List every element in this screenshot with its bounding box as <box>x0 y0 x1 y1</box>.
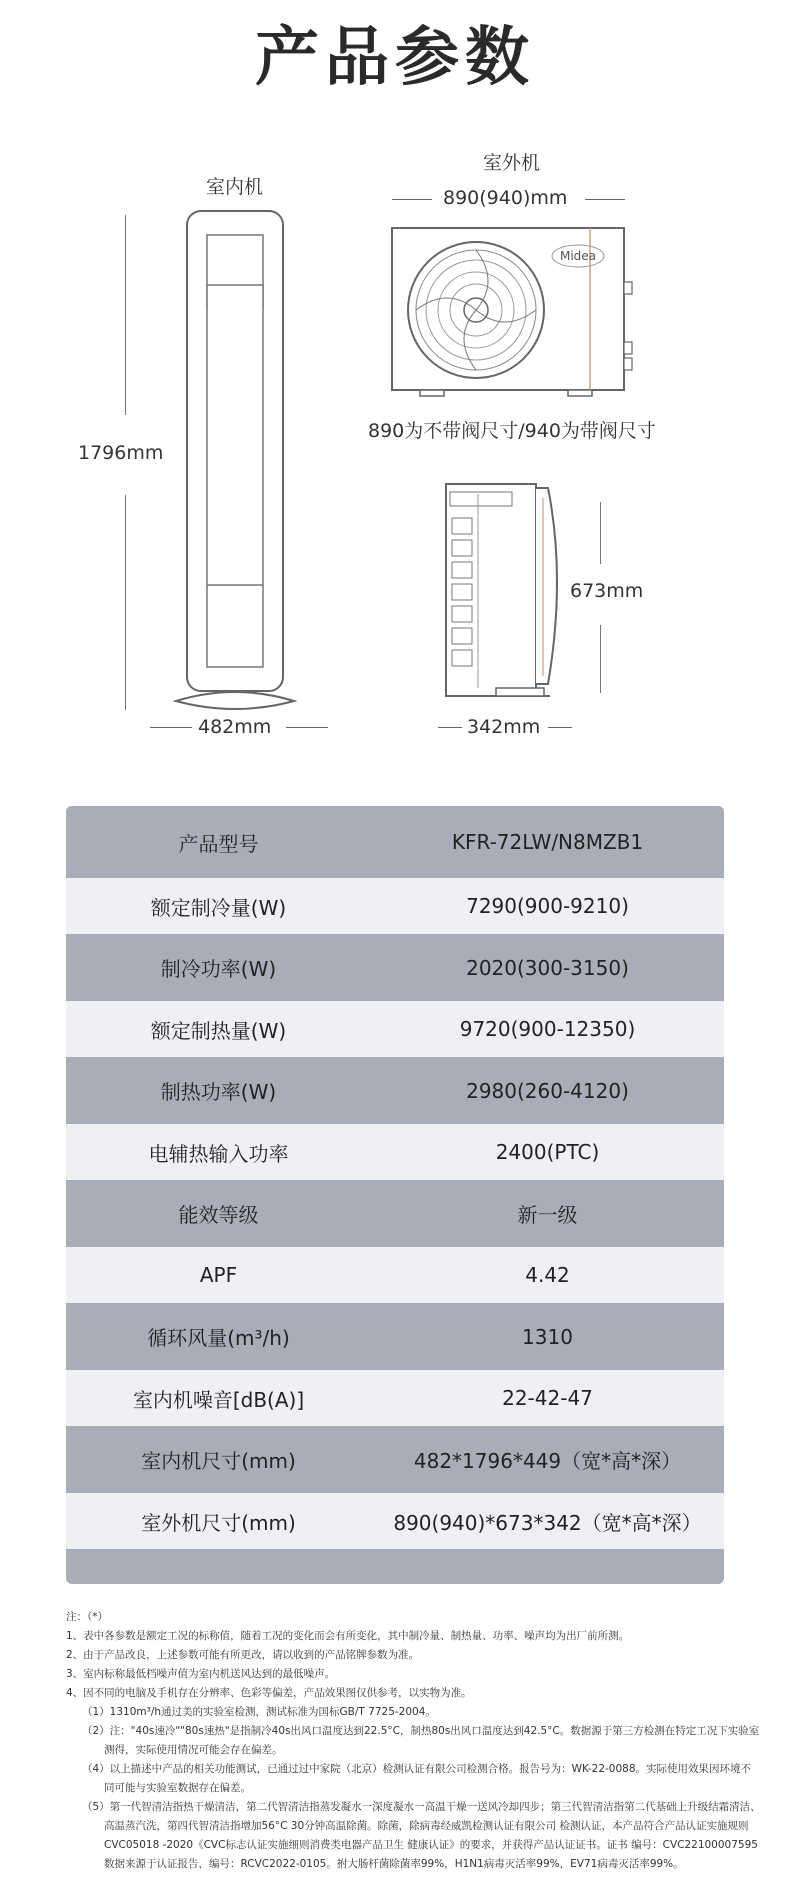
note-line: （2）注："40s速冷""80s速热"是指制冷40s出风口温度达到22.5°C，制热80s出风口温度达到42.5°C。数据源于第三方检测在特定工况下实验室 <box>82 1725 760 1737</box>
spec-row <box>66 1057 724 1124</box>
indoor-width-line-right <box>286 727 328 728</box>
spec-row <box>66 1001 724 1057</box>
outdoor-size-note: 890为不带阀尺寸/940为带阀尺寸 <box>368 420 656 442</box>
note-line: （1）1310m³/h通过美的实验室检测，测试标准为国标GB/T 7725-2004。 <box>82 1706 436 1718</box>
midea-logo-text: Midea <box>559 249 597 263</box>
outdoor-width-line-left <box>392 199 432 200</box>
indoor-height-line-lower <box>125 495 126 710</box>
note-line: 2、由于产品改良，上述参数可能有所更改，请以收到的产品铭牌参数为准。 <box>66 1649 420 1661</box>
note-line: 4、因不同的电脑及手机存在分辨率、色彩等偏差，产品效果图仅供参考，以实物为准。 <box>66 1687 472 1699</box>
spec-value: 2400(PTC) <box>495 1140 600 1164</box>
spec-row <box>66 878 724 934</box>
spec-value: 2020(300-3150) <box>466 955 629 980</box>
outdoor-depth-label: 342mm <box>467 716 541 738</box>
indoor-width-line-left <box>150 727 192 728</box>
spec-value: 2980(260-4120) <box>466 1078 629 1103</box>
outdoor-height-label: 673mm <box>570 580 644 602</box>
spec-label: 额定制冷量(W) <box>150 895 287 920</box>
note-line: 测得，实际使用情况可能会存在偏差。 <box>104 1744 283 1756</box>
spec-value: 482*1796*449（宽*高*深） <box>413 1449 682 1473</box>
note-line: （4）以上描述中产品的相关功能测试，已通过过中家院（北京）检测认证有限公司检测合格。报告号为：WK-22-0088。实际使用效果因环境不 <box>82 1763 752 1775</box>
spec-value: 1310 <box>522 1324 573 1349</box>
spec-value: 新一级 <box>517 1203 578 1227</box>
spec-label: 室内机噪音[dB(A)] <box>132 1387 305 1412</box>
indoor-width-label: 482mm <box>198 716 272 738</box>
spec-label: 室外机尺寸(mm) <box>141 1510 296 1535</box>
outdoor-width-line-right <box>585 199 625 200</box>
spec-row <box>66 1493 724 1549</box>
spec-label: 额定制热量(W) <box>150 1018 287 1043</box>
note-line: CVC05018 -2020《CVC标志认证实施细则消费类电器产品卫生 健康认证》的要求，并获得产品认证证书。证书 编号：CVC22100007595 <box>104 1839 758 1851</box>
spec-value: 7290(900-9210) <box>466 894 629 918</box>
indoor-height-line <box>125 215 126 415</box>
outdoor-unit-side-drawing <box>440 478 570 708</box>
spec-label: 电辅热输入功率 <box>148 1141 289 1166</box>
outdoor-height-line-upper <box>600 502 601 564</box>
spec-row <box>66 934 724 1001</box>
note-line: 同可能与实验室数据存在偏差。 <box>104 1782 251 1794</box>
note-line: 高温蒸汽洗，第四代智清洁指增加56°C 30分钟高温除菌。除菌，除病毒经威凯检测认证有限公司 检测认证，本产品符合产品认证实施规则 <box>104 1820 749 1832</box>
footnotes <box>66 1608 761 1874</box>
page-title: 产品参数 <box>255 21 535 95</box>
spec-value: 890(940)*673*342（宽*高*深） <box>393 1510 702 1535</box>
spec-label: 制热功率(W) <box>160 1080 277 1104</box>
spec-label: 循环风量(m³/h) <box>147 1326 290 1350</box>
note-line: 数据来源于认证报告，编号：RCVC2022-0105。拊大肠杆菌除菌率99%，H1N1病毒灭活率99%，EV71病毒灭活率99%。 <box>104 1858 684 1870</box>
note-line: 3、室内标称最低档噪声值为室内机送风达到的最低噪声。 <box>66 1668 336 1680</box>
spec-value: KFR-72LW/N8MZB1 <box>451 830 644 854</box>
outdoor-depth-line-right <box>548 727 572 728</box>
spec-row <box>66 1370 724 1426</box>
outdoor-height-line-lower <box>600 625 601 693</box>
outdoor-width-label: 890(940)mm <box>443 187 568 209</box>
spec-row <box>66 1180 724 1247</box>
spec-value: 4.42 <box>525 1263 570 1287</box>
outdoor-depth-line-left <box>438 727 462 728</box>
note-line: 1、表中各参数是额定工况的标称值，随着工况的变化而会有所变化，其中制冷量、制热量、功率、噪声均为出厂前所测。 <box>66 1630 630 1642</box>
spec-label: APF <box>199 1263 238 1287</box>
spec-row <box>66 806 724 878</box>
spec-label: 制冷功率(W) <box>160 957 277 981</box>
spec-row <box>66 1124 724 1180</box>
spec-row <box>66 1247 724 1303</box>
indoor-unit-label: 室内机 <box>206 176 264 198</box>
indoor-unit-drawing <box>170 205 300 715</box>
note-line: 注：（*） <box>66 1611 108 1623</box>
spec-label: 产品型号 <box>178 831 259 856</box>
note-line: （5）第一代智清洁指热干燥清洁，第二代智清洁指蒸发凝水一深度凝水一高温干燥一送风冷却四步；第三代智清洁指第二代基础上升级结霜清洁、 <box>82 1801 761 1813</box>
spec-row <box>66 1426 724 1493</box>
spec-label: 室内机尺寸(mm) <box>141 1449 296 1473</box>
spec-table <box>66 806 724 1584</box>
outdoor-unit-label: 室外机 <box>483 152 541 174</box>
spec-label: 能效等级 <box>178 1203 259 1227</box>
outdoor-unit-front-drawing <box>390 222 642 402</box>
spec-row <box>66 1303 724 1370</box>
indoor-height-label: 1796mm <box>78 442 164 464</box>
spec-value: 9720(900-12350) <box>459 1017 636 1041</box>
spec-value: 22-42-47 <box>502 1386 593 1410</box>
